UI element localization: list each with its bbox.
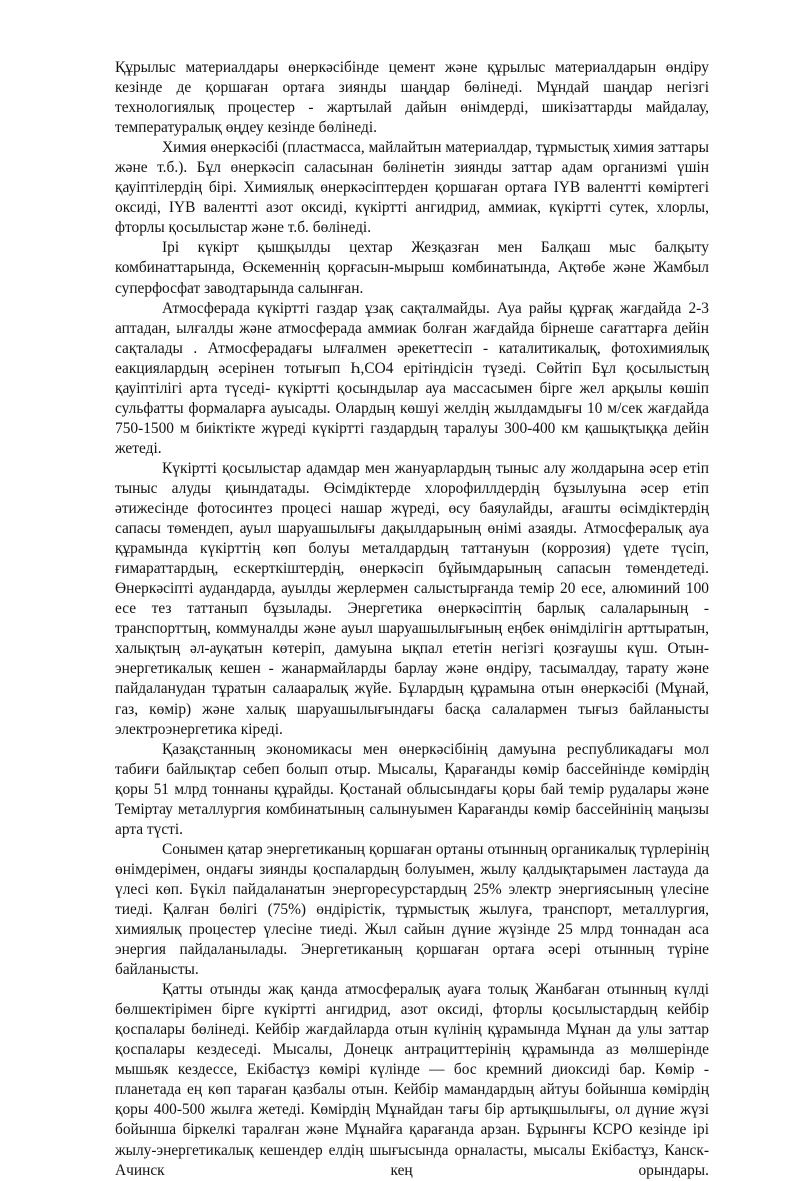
paragraph-energy-pollution: Сонымен қатар энергетиканың қоршаған ортаны отынның органикалық түрлерінің өнімдерімен, ондағы зиянды қоспалардың болуымен, жылу қалдықтарымен ластауда да үлесі көп. Бүкіл пайдаланатын энергоресурстардың 25% электр энергиясының үлесіне тиеді. Қалған бөлігі (75%) өндірістік, тұрмыстық жылуға, транспорт, металлургия, химиялық процестер үлесіне тиеді. Жыл сайын дүние жүзінде 25 млрд тоннадан аса энергия пайдаланылады. Энергетиканың қоршаған ортаға әсері отынның түріне байланысты.	[115, 840, 709, 979]
paragraph-chemical-industry: Химия өнеркәсібі (пластмасса, майлайтын материалдар, тұрмыстық химия заттары және т.б.). Бұл өнеркәсіп саласынан бөлінетін зиянды заттар адам организмі үшін қауіптілердің бірі. Химиялық өнеркәсіптерден қоршаған ортаға ІҮВ валентті көміртегі оксиді, ІҮВ валентті азот оксиді, күкіртті ангидрид, аммиак, күкіртті сутек, хлорлы, фторлы қосылыстар және т.б. бөлінеді.	[115, 139, 709, 237]
paragraph-building-materials: Құрылыс материалдары өнеркәсібінде цемент және құрылыс материалдарын өндіру кезінде де қоршаған ортаға зиянды шаңдар бөлінеді. Мұндай шаңдар негізгі технологиялық процестер - жартылай дайын өнімдерді, шикізаттарды майдалау, температуралық өңдеу кезінде бөлінеді.	[115, 59, 709, 137]
document-body	[115, 58, 709, 1181]
paragraph-atmospheric-sulfur: Атмосферада күкіртті газдар ұзақ сақталмайды. Ауа райы құрғақ жағдайда 2-3 аптадан, ылғалды және атмосферада аммиак болған жағдайда бірнеше сағаттарға дейін сақталады . Атмосферадағы ылғалмен әрекеттесіп - каталитикалық, фотохимиялық еакциялардың әсерінен тотығып Һ,СО4 ерітіндісін түзеді. Сөйтіп Бұл қосылыстың қауіптілігі арта түседі- күкіртті қосындылар ауа массасымен бірге жел арқылы көшіп сульфатты формаларға ауысады. Олардың көшуі желдің жылдамдығы 10 м/сек жағдайда 750-1500 м биіктікте жүреді күкіртті газдардың таралуы 300-400 км қашықтыққа дейін жетеді.	[115, 299, 709, 457]
paragraph-solid-fuel: Қатты отынды жақ қанда атмосфералық ауаға толық Жанбаған отынның күлді бөлшектірімен бірге күкіртті ангидрид, азот оксиді, фторлы қосылыстардың кейбір қоспалары бөлінеді. Кейбір жағдайларда отын күлінің құрамында Мұнан да улы заттар қоспалары кездеседі. Мысалы, Донецк антрациттерінің құрамында аз мөлшерінде мышьяк кездессе, Екібастұз көмірі күлінде — бос кремний диоксиді бар. Көмір - планетада ең көп тараған қазбалы отын. Кейбір мамандардың айтуы бойынша көмірдің қоры 400-500 жылға жетеді. Көмірдің Мұнайдан тағы бір артықшылығы, ол дүние жүзі бойынша біркелкі таралған және Мұнайға қарағанда арзан. Бұрынғы КСРО кезінде ірі жылу-энергетикалық кешендер елдің шығысында орналасты, мысалы Екібастұз, Канск-Ачинск кең орындары.	[115, 981, 709, 1179]
paragraph-sulfuric-acid-plants: Ірі күкірт қышқылды цехтар Жезқазған мен Балқаш мыс балқыту комбинаттарында, Өскеменнің қорғасын-мырыш комбинатында, Ақтөбе және Жамбыл суперфосфат заводтарында салынған.	[115, 239, 709, 297]
paragraph-sulfur-effects-energy: Күкіртті қосылыстар адамдар мен жануарлардың тыныс алу жолдарына әсер етіп тыныс алуды қиындатады. Өсімдіктерде хлорофиллдердің бұзылуына әсер етіп әтижесінде фотосинтез процесі нашар жүреді, өсу баяулайды, ағашты өсімдіктердің сапасы төмендеп, ауыл шаруашылығы дақылдарының өнімі азаяды. Атмосфералық ауа құрамында күкірттің көп болуы металдардың таттануын (коррозия) үдете түсіп, ғимараттардың, ескерткіштердің, өнеркәсіп бұйымдарының сапасын төмендетеді. Өнеркәсіпті аудандарда, ауылды жерлермен салыстырғанда темір 20 есе, алюминий 100 есе тез таттанып бұзылады. Энергетика өнеркәсіптің барлық салаларының - транспорттың, коммуналды және ауыл шаруашылығының еңбек өнімділігін арттыратын, халықтың әл-ауқатын көтеріп, дамуына ықпал ететін негізгі қозғаушы күш. Отын-энергетикалық кешен - жанармайларды барлау және өндіру, тасымалдау, тарату және пайдаланудан тұратын салааралық жүйе. Бұлардың құрамына отын өнеркәсібі (Мұнай, газ, көмір) және халық шаруашылығындағы басқа салалармен тығыз байланысты электроэнергетика кіреді.	[115, 459, 709, 738]
paragraph-kazakhstan-economy: Қазақстанның экономикасы мен өнеркәсібінің дамуына республикадағы мол табиғи байлықтар себеп болып отыр. Мысалы, Қарағанды көмір бассейнінде көмірдің қоры 51 млрд тоннаны құрайды. Қостанай облысындағы қоры бай темір рудалары және Теміртау металлургия комбинатының салынуымен Карағанды көмір бассейнінің маңызы арта түсті.	[115, 740, 709, 838]
